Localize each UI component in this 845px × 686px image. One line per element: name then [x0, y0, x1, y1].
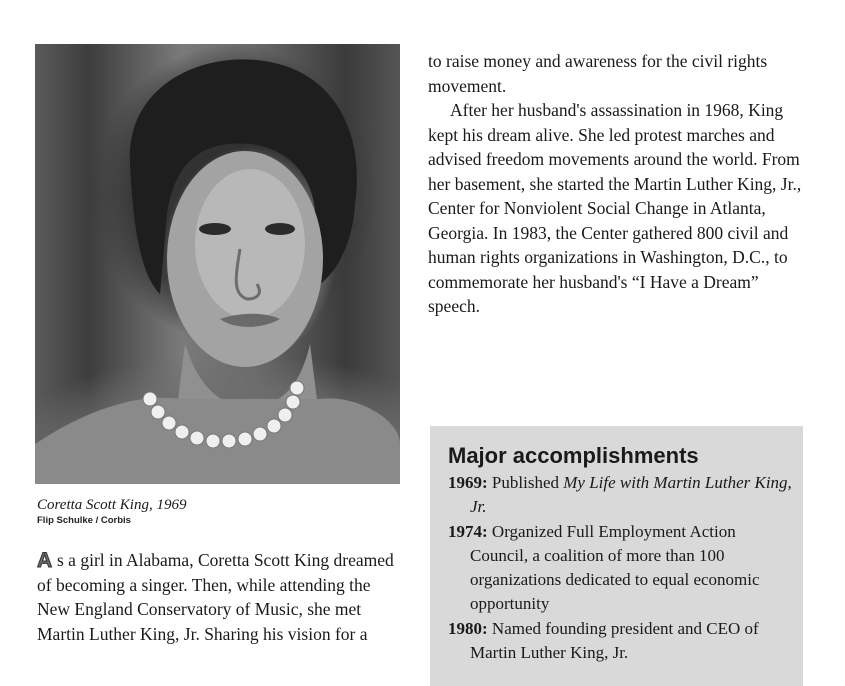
- accomplishment-text: Published: [491, 473, 564, 492]
- list-item: [448, 471, 798, 520]
- list-item: [448, 617, 798, 666]
- portrait-illustration: [35, 44, 400, 484]
- left-column-paragraph: [37, 548, 407, 646]
- accomplishment-year: 1980:: [448, 618, 488, 638]
- accomplishments-list: [448, 471, 798, 665]
- right-column-text: [428, 49, 808, 319]
- left-paragraph-text: s a girl in Alabama, Coretta Scott King dreamed of becoming a singer. Then, while attending the New England Conservatory of Music, she met Martin Luther King, Jr. Sharing his vision for a: [37, 550, 394, 644]
- accomplishment-year: 1974:: [448, 521, 488, 541]
- drop-cap-letter: A: [37, 549, 53, 572]
- accomplishment-text: Organized Full Employment Action Council, a coalition of more than 100 organizations dedicated to equal economic opportunity: [470, 521, 760, 614]
- right-paragraph-1: to raise money and awareness for the civil rights movement.: [428, 51, 768, 96]
- right-paragraph-2: After her husband's assassination in 1968, King kept his dream alive. She led protest marches and advised freedom movements around the world. From her basement, she started the Martin Luther King, Jr., Center for Nonviolent Social Change in Atlanta, Georgia. In 1983, the Center gathered 800 civil and human rights organizations in Washington, D.C., to commemorate her husband's “I Have a Dream” speech.: [428, 100, 802, 316]
- accomplishment-year: 1969:: [448, 473, 488, 492]
- accomplishments-title: Major accomplishments: [448, 443, 699, 468]
- list-item: [448, 520, 798, 617]
- portrait-photo: [35, 44, 400, 484]
- accomplishment-book-title: My Life with Martin Luther King, Jr.: [470, 473, 792, 517]
- accomplishment-text: Named founding president and CEO of Martin Luther King, Jr.: [470, 618, 759, 663]
- photo-caption-title: Coretta Scott King, 1969: [37, 497, 187, 513]
- photo-caption-credit: Flip Schulke / Corbis: [37, 515, 131, 526]
